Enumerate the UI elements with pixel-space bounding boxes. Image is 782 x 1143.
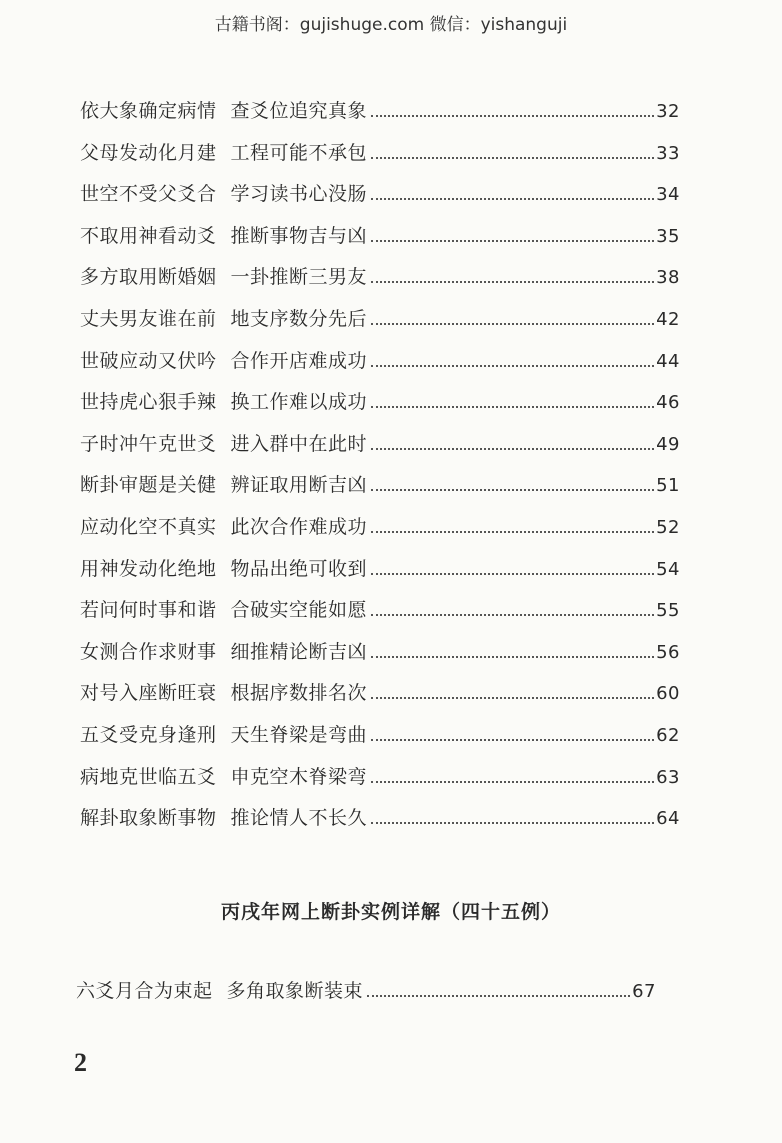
entry-page-number: 56 (656, 641, 680, 663)
entry-page-number: 67 (632, 981, 656, 1002)
entry-title-line1: 丈夫男友谁在前 (80, 307, 217, 330)
entry-title-line1: 多方取用断婚姻 (80, 266, 217, 289)
entry-title-line1: 对号入座断旺衰 (80, 682, 217, 705)
entry-title-line1: 若问何时事和谐 (80, 599, 217, 622)
entry-title-line1: 女测合作求财事 (80, 640, 217, 663)
entry-page-number: 63 (656, 766, 680, 788)
toc-entry (80, 96, 680, 138)
toc-entry (80, 595, 680, 637)
toc-list (80, 96, 680, 845)
entry-title-line2: 换工作难以成功 (230, 391, 368, 414)
entry-title-line2: 地支序数分先后 (230, 307, 368, 330)
entry-page-number: 62 (656, 724, 680, 746)
entry-title-line2: 推论情人不长久 (230, 807, 368, 830)
entry-title-line2: 合破实空能如愿 (230, 599, 368, 622)
dot-leader (371, 697, 654, 699)
entry-title-line1: 不取用神看动爻 (80, 224, 217, 247)
entry-page-number: 52 (656, 516, 680, 538)
entry-page-number: 35 (656, 225, 680, 247)
toc-entry (76, 976, 656, 1018)
dot-leader (371, 448, 654, 450)
entry-page-number: 51 (656, 475, 680, 497)
watermark: 古籍书阁：gujishuge.com 微信：yishanguji (214, 15, 568, 35)
toc-entry (80, 803, 680, 845)
entry-title-line1: 解卦取象断事物 (80, 807, 217, 830)
toc-entry (80, 512, 680, 554)
dot-leader (371, 739, 654, 741)
entry-title-line1: 世破应动又伏吟 (80, 349, 217, 372)
entry-title-line2: 多角取象断装束 (226, 980, 364, 1002)
entry-title-line1: 依大象确定病情 (80, 100, 217, 122)
entry-title-line2: 学习读书心没肠 (230, 183, 368, 206)
dot-leader (371, 822, 654, 824)
entry-title-line1: 应动化空不真实 (80, 515, 217, 538)
entry-page-number: 54 (656, 558, 680, 580)
entry-page-number: 46 (656, 392, 680, 414)
entry-title-line2: 此次合作难成功 (230, 515, 368, 538)
toc-entry (80, 762, 680, 804)
entry-title-line2: 一卦推断三男友 (230, 266, 368, 289)
entry-page-number: 32 (656, 101, 680, 122)
dot-leader (371, 656, 654, 658)
dot-leader (371, 115, 654, 117)
toc-entry (80, 720, 680, 762)
entry-page-number: 38 (656, 267, 680, 289)
dot-leader (367, 995, 630, 997)
section-heading: 丙戌年网上断卦实例详解（四十五例） (220, 901, 561, 923)
dot-leader (371, 157, 654, 159)
entry-title-line2: 查爻位追究真象 (230, 100, 368, 122)
entry-title-line2: 推断事物吉与凶 (230, 224, 368, 247)
entry-title-line2: 根据序数排名次 (230, 682, 368, 705)
toc-entry (80, 387, 680, 429)
dot-leader (371, 573, 654, 575)
entry-page-number: 33 (656, 142, 680, 164)
entry-title-line1: 六爻月合为束起 (76, 980, 213, 1002)
toc-entry (80, 678, 680, 720)
toc-entry (80, 470, 680, 512)
entry-title-line1: 子时冲午克世爻 (80, 432, 217, 455)
entry-title-line2: 辨证取用断吉凶 (230, 474, 368, 497)
entry-title-line1: 病地克世临五爻 (80, 765, 217, 788)
entry-title-line2: 天生脊梁是弯曲 (230, 723, 368, 746)
toc-entry (80, 554, 680, 596)
page-number: 2 (74, 1048, 87, 1077)
dot-leader (371, 489, 654, 491)
toc-entry (80, 221, 680, 263)
entry-page-number: 55 (656, 600, 680, 622)
dot-leader (371, 531, 654, 533)
entry-title-line1: 用神发动化绝地 (80, 557, 217, 580)
dot-leader (371, 198, 654, 200)
toc-entry (80, 346, 680, 388)
entry-title-line1: 世空不受父爻合 (80, 183, 217, 206)
entry-title-line2: 合作开店难成功 (230, 349, 368, 372)
dot-leader (371, 281, 654, 283)
toc-entry (80, 304, 680, 346)
toc-entry (80, 179, 680, 221)
entry-title-line2: 物品出绝可收到 (230, 557, 368, 580)
entry-page-number: 49 (656, 433, 680, 455)
entry-page-number: 42 (656, 308, 680, 330)
entry-page-number: 64 (656, 808, 680, 830)
entry-title-line1: 世持虎心狠手辣 (80, 391, 217, 414)
dot-leader (371, 240, 654, 242)
entry-title-line1: 父母发动化月建 (80, 141, 217, 164)
entry-page-number: 44 (656, 350, 680, 372)
entry-title-line1: 五爻受克身逢刑 (80, 723, 217, 746)
dot-leader (371, 365, 654, 367)
dot-leader (371, 323, 654, 325)
entry-title-line1: 断卦审题是关健 (80, 474, 217, 497)
toc-list-2 (76, 976, 656, 1018)
toc-entry (80, 262, 680, 304)
toc-entry (80, 637, 680, 679)
dot-leader (371, 781, 654, 783)
entry-title-line2: 工程可能不承包 (230, 141, 368, 164)
toc-entry (80, 429, 680, 471)
entry-page-number: 34 (656, 184, 680, 206)
dot-leader (371, 406, 654, 408)
entry-title-line2: 进入群中在此时 (230, 432, 368, 455)
entry-title-line2: 细推精论断吉凶 (230, 640, 368, 663)
entry-page-number: 60 (656, 683, 680, 705)
toc-entry (80, 138, 680, 180)
dot-leader (371, 614, 654, 616)
entry-title-line2: 申克空木脊梁弯 (230, 765, 368, 788)
